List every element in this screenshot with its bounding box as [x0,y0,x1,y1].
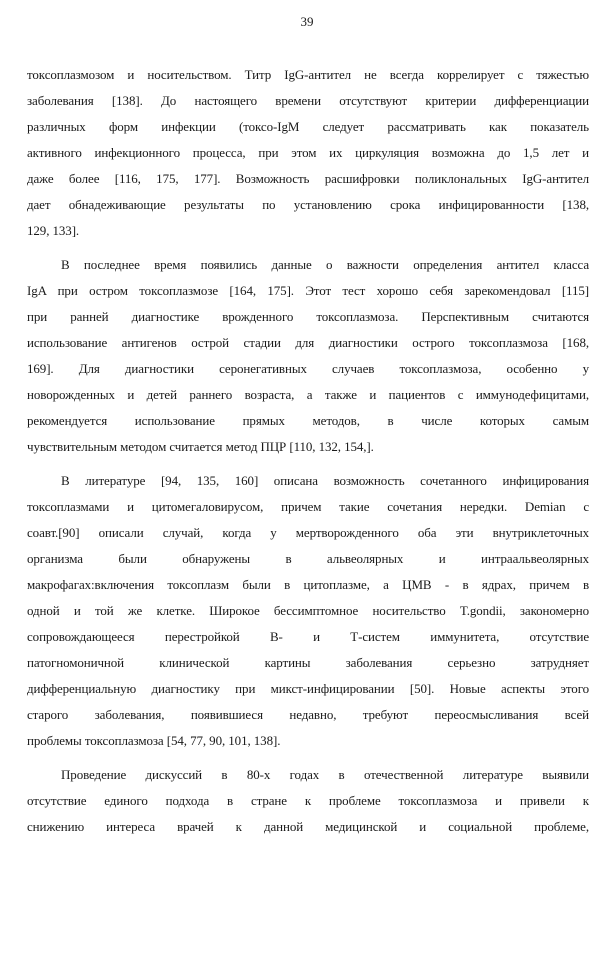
text-line: сопровождающееся перестройкой В- и Т-систем иммунитета, отсутствие [27,629,589,644]
text-line: макрофагах:включения токсоплазм были в цитоплазме, а ЦМВ - в ядрах, причем в [27,577,589,592]
text-line: активного инфекционного процесса, при этом их циркуляция возможна до 1,5 лет и [27,145,589,160]
text-line: одной и той же клетке. Широкое бессимптомное носительство T.gondii, закономерно [27,603,589,618]
text-line: организма были обнаружены в альвеолярных и интраальвеолярных [27,551,589,566]
text-line: отсутствие единого подхода в стране к проблеме токсоплазмоза и привели к [27,793,589,808]
text-line: различных форм инфекции (токсо-IgM следует рассматривать как показатель [27,119,589,134]
text-line: 129, 133]. [27,223,80,238]
text-line: токсоплазмами и цитомегаловирусом, причем такие сочетания нередки. Demian с [27,499,589,514]
text-line: В последнее время появились данные о важности определения антител класса [61,257,589,272]
text-line: при ранней диагностике врожденного токсоплазмоза. Перспективным считаются [27,309,589,324]
text-line: Проведение дискуссий в 80-х годах в отечественной литературе выявили [61,767,589,782]
text-line: рекомендуется использование прямых методов, в числе которых самым [27,413,589,428]
text-line: дифференциальную диагностику при микст-инфицировании [50]. Новые аспекты этого [27,681,589,696]
text-line: дает обнадеживающие результаты по установлению срока инфицированности [138, [27,197,589,212]
paragraph-1 [27,62,589,840]
text-line: заболевания [138]. До настоящего времени отсутствуют критерии дифференциации [27,93,589,108]
text-line: снижению интереса врачей к данной медицинской и социальной проблеме, [27,819,589,834]
text-line: старого заболевания, появившиеся недавно, требуют переосмысливания всей [27,707,589,722]
text-line: соавт.[90] описали случай, когда у мертворожденного оба эти внутриклеточных [27,525,589,540]
text-line: проблемы токсоплазмоза [54, 77, 90, 101, 138]. [27,733,281,748]
text-line: IgA при остром токсоплазмозе [164, 175]. Этот тест хорошо себя зарекомендовал [115] [27,283,589,298]
text-line: новорожденных и детей раннего возраста, а также и пациентов с иммунодефицитами, [27,387,589,402]
page-number: 39 [300,14,314,29]
text-line: токсоплазмозом и носительством. Титр IgG-антител не всегда коррелирует с тяжестью [27,67,589,82]
text-line: чувствительным методом считается метод ПЦР [110, 132, 154,]. [27,439,374,454]
text-line: даже более [116, 175, 177]. Возможность расшифровки поликлональных IgG-антител [27,171,589,186]
text-line: использование антигенов острой стадии для диагностики острого токсоплазмоза [168, [27,335,589,350]
text-line: 169]. Для диагностики серонегативных случаев токсоплазмоза, особенно у [27,361,589,376]
text-line: В литературе [94, 135, 160] описана возможность сочетанного инфицирования [61,473,589,488]
text-line: патогномоничной клинической картины заболевания серьезно затрудняет [27,655,589,670]
